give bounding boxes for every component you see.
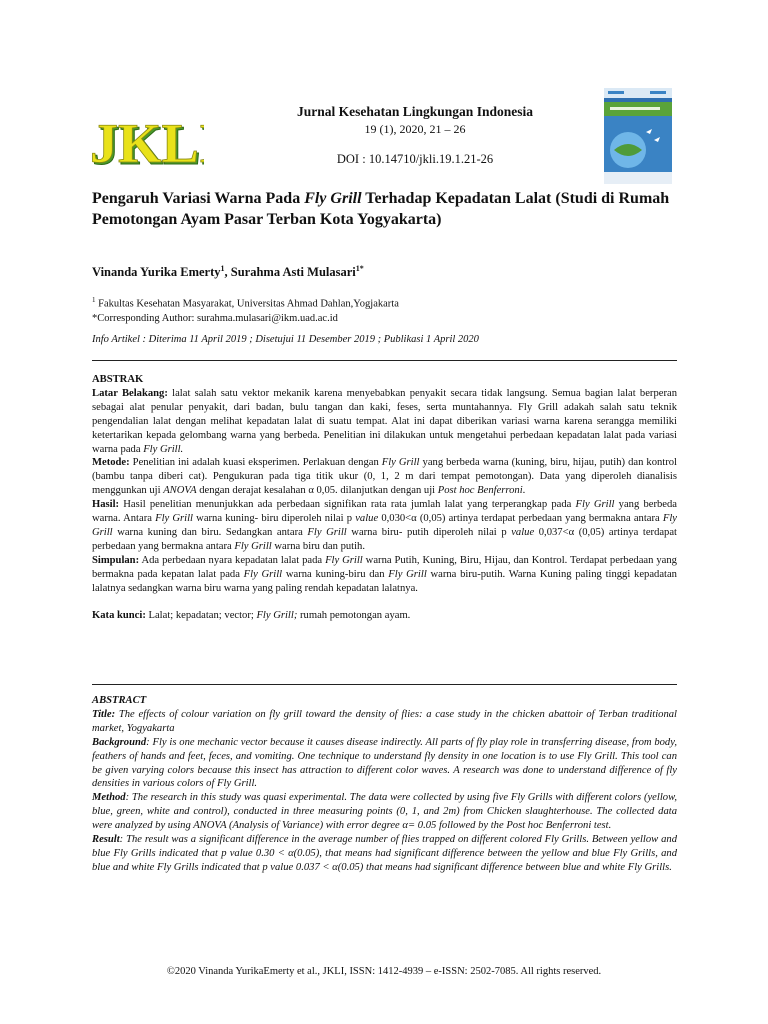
abstract-section <box>92 694 677 875</box>
divider-top <box>92 360 677 361</box>
abstrak-latar: Latar Belakang: lalat salah satu vektor mekanik karena menyebabkan penyakit secara tidak langsung. Semua bagian lalat berperan sebagai alat penular penyakit, dari badan, bulu tangan dan kaki, feses, serta muntahannya. Fly Grill adakah salah satu teknik pengendalian lalat dengan melihat kepadatan lalat di suatu tempat. Alat ini dapat diberikan variasi warna karena serangga memiliki ketertarikan kepada gelombang warna yang berbeda. Penelitian ini dilakukan untuk mengetahui perbedaan kepadatan lalat pada variasi warna pada Fly Grill. <box>92 387 677 455</box>
author-1-sup: 1 <box>220 264 225 273</box>
abstrak-metode: Metode: Penelitian ini adalah kuasi eksperimen. Perlakuan dengan Fly Grill yang berbeda warna (kuning, biru, hijau, putih) dan kontrol (bambu tanpa diberi cat). Pengukuran pada tiga titik ukur (0, 1, 2 m dari tempat pemotongan). Data yang diperoleh dianalisis menggunkan uji ANOVA dengan derajat kesalahan α 0,05. dilanjutkan dengan uji Post hoc Benferroni. <box>92 457 678 497</box>
affiliation <box>92 293 684 326</box>
article-title <box>92 188 684 230</box>
journal-doi[interactable]: DOI : 10.14710/jkli.19.1.21-26 <box>336 152 494 166</box>
abstract-background: Background: Fly is one mechanic vector because it causes disease indirectly. All parts of fly play role in transferring disease, from body, feathers of hands and feet, feces, and vomiting. One technique to understand fly density in one location is to use Fly Grill. This tool can be given varying colors because this insect has attraction to different color waves. A research was done to understand difference of fly densities in various colors of Fly Grill. <box>92 736 677 790</box>
title-italic: Fly Grill <box>304 190 362 207</box>
abstract-result: Result: The result was a significant difference in the average number of flies trapped on different colored Fly Grills. Between yellow and blue Fly Grills indicated that p value 0.30 < α(0.05), that means had significant difference between the yellow and blue Fly Grills, and blue and white Fly Grills indicated that p value 0.037 < α(0.05) that means had significant difference between blue and white Fly Grills. <box>92 834 677 873</box>
jkli-logo <box>88 110 204 168</box>
abstrak-heading: ABSTRAK <box>92 374 144 385</box>
affil-sup: 1 <box>92 296 96 304</box>
divider-middle <box>92 684 677 685</box>
journal-cover-image <box>604 88 672 184</box>
authors <box>92 264 684 280</box>
abstrak-hasil: Hasil: Hasil penelitian menunjukkan ada perbedaan signifikan rata rata jumlah lalat yang terperangkap pada Fly Grill yang berbeda warna. Antara Fly Grill warna kuning- biru diperoleh nilai p value 0,030<α (0,05) artinya terdapat perbedaan yang bermakna antara Fly Grill warna kuning dan biru. Sedangkan antara Fly Grill warna biru- putih diperoleh nilai p value 0,037<α (0,05) artinya terdapat perbedaan yang bermakna antara Fly Grill warna biru dan putih. <box>92 499 678 552</box>
abstract-method: Method: The research in this study was quasi experimental. The data were collected by using five Fly Grills with different colors (yellow, blue, green, white and control), conducted in three measuring points (0, 1, and 2m) from Chicken slaughterhouse. The collected data were analyzed by using ANOVA (Analysis of Variance) with error degree α= 0.05 followed by the Post hoc Benferroni test. <box>92 792 677 832</box>
svg-text:JKLI: JKL <box>90 113 199 168</box>
corresponding-author: *Corresponding Author: surahma.mulasari@ikm.uad.ac.id <box>92 312 338 324</box>
page-footer: ©2020 Vinanda YurikaEmerty et al., JKLI, ISSN: 1412-4939 – e-ISSN: 2502-7085. All rights reserved. <box>166 966 602 977</box>
journal-volume: 19 (1), 2020, 21 – 26 <box>364 122 466 136</box>
title-part2: Terhadap Kepadatan Lalat (Studi di Rumah Pemotongan Ayam Pasar Terban Kota Yogyakarta) <box>92 190 670 228</box>
author-2: Surahma Asti Mulasari <box>230 265 356 280</box>
abstract-title: Title: The effects of colour variation on fly grill toward the density of flies: a case study in the chicken abattoir of Terban traditional market, Yogyakarta <box>92 708 677 734</box>
kata-kunci: Kata kunci: Lalat; kepadatan; vector; Fly Grill; rumah pemotongan ayam. <box>92 609 411 621</box>
abstrak-section <box>92 373 677 622</box>
article-info: Info Artikel : Diterima 11 April 2019 ; Disetujui 11 Desember 2019 ; Publikasi 1 April 2020 <box>92 334 479 345</box>
affil-line1: Fakultas Kesehatan Masyarakat, Universitas Ahmad Dahlan,Yogjakarta <box>95 298 399 310</box>
svg-text:JKLI: JKL <box>92 115 201 168</box>
title-part1: Pengaruh Variasi Warna Pada <box>92 190 305 207</box>
journal-name: Jurnal Kesehatan Lingkungan Indonesia <box>297 104 533 119</box>
abstrak-simpulan: Simpulan: Ada perbedaan nyara kepadatan lalat pada Fly Grill warna Putih, Kuning, Biru, Hijau, dan Kontrol. Terdapat perbedaan yang bermakna pada kepatan lalat pada Fly Grill warna kuning-biru dan Fly Grill warna biru-putih. Warna Kuning paling tinggi kepadatan lalatnya sedangkan warna biru warna yang paling rendah kepadatan lalatnya. <box>92 554 677 594</box>
author-1: Vinanda Yurika Emerty <box>92 265 221 280</box>
author-sep: , <box>224 265 231 280</box>
abstract-heading: ABSTRACT <box>92 695 147 706</box>
author-2-sup: 1* <box>355 264 364 273</box>
